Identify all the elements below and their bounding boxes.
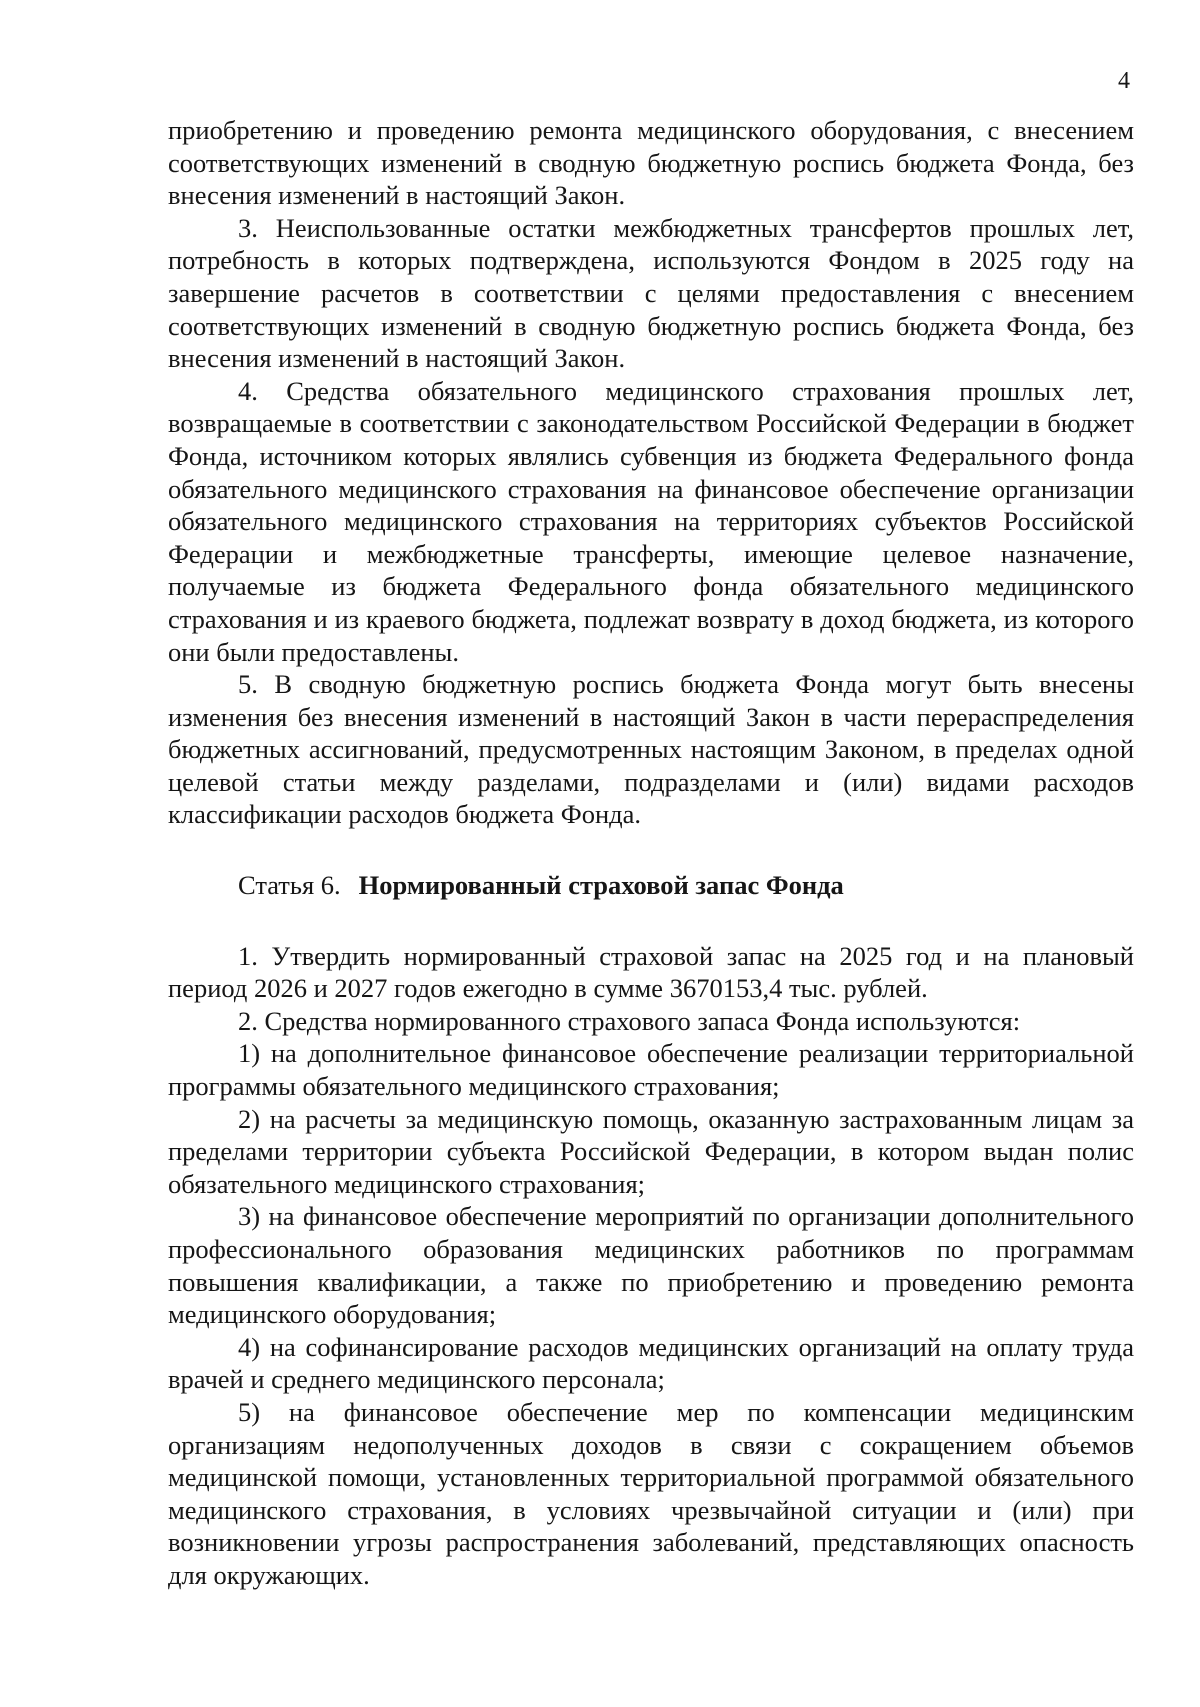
- article-subitem-1: 1) на дополнительное финансовое обеспечение реализации территориальной программы обязательного медицинского страхования;: [168, 1038, 1134, 1102]
- article-subitem-5: 5) на финансовое обеспечение мер по компенсации медицинским организациям недополученных доходов в связи с сокращением объемов медицинской помощи, установленных территориальной программой обязательного медицинского страхования, в условиях чрезвычайной ситуации и (или) при возникновении угрозы распространения заболеваний, представляющих опасность для окружающих.: [168, 1396, 1134, 1590]
- paragraph-item-5: 5. В сводную бюджетную роспись бюджета Фонда могут быть внесены изменения без внесения изменений в настоящий Закон в части перераспределения бюджетных ассигнований, предусмотренных настоящим Законом, в пределах одной целевой статьи между разделами, подразделами и (или) видами расходов классификации расходов бюджета Фонда.: [168, 669, 1134, 830]
- paragraph-item-3: 3. Неиспользованные остатки межбюджетных трансфертов прошлых лет, потребность в которых подтверждена, используются Фондом в 2025 году на завершение расчетов в соответствии с целями предоставления с внесением соответствующих изменений в сводную бюджетную роспись бюджета Фонда, без внесения изменений в настоящий Закон.: [168, 212, 1134, 374]
- paragraph-item-4: 4. Средства обязательного медицинского страхования прошлых лет, возвращаемые в соответствии с законодательством Российской Федерации в бюджет Фонда, источником которых являлись субвенция из бюджета Федерального фонда обязательного медицинского страхования на финансовое обеспечение организации обязательного медицинского страхования на территориях субъектов Российской Федерации и межбюджетные трансферты, имеющие целевое назначение, получаемые из бюджета Федерального фонда обязательного медицинского страхования и из краевого бюджета, подлежат возврату в доход бюджета, из которого они были предоставлены.: [168, 375, 1134, 667]
- article-heading: [168, 869, 1134, 902]
- paragraph-continuation: приобретению и проведению ремонта медицинского оборудования, с внесением соответствующих изменений в сводную бюджетную роспись бюджета Фонда, без внесения изменений в настоящий Закон.: [168, 115, 1134, 211]
- article-title: Нормированный страховой запас Фонда: [358, 870, 844, 901]
- article-number: Статья 6.: [238, 870, 341, 901]
- article-paragraph-1: 1. Утвердить нормированный страховой запас на 2025 год и на плановый период 2026 и 2027 годов ежегодно в сумме 3670153,4 тыс. рублей.: [168, 940, 1134, 1004]
- document-body: [168, 114, 1134, 1592]
- article-subitem-4: 4) на софинансирование расходов медицинских организаций на оплату труда врачей и среднего медицинского персонала;: [168, 1331, 1134, 1395]
- article-paragraph-2: 2. Средства нормированного страхового запаса Фонда используются:: [238, 1005, 1021, 1036]
- page-number: 4: [1118, 68, 1130, 94]
- article-subitem-2: 2) на расчеты за медицинскую помощь, оказанную застрахованным лицам за пределами территории субъекта Российской Федерации, в котором выдан полис обязательного медицинского страхования;: [168, 1103, 1134, 1199]
- article-subitem-3: 3) на финансовое обеспечение мероприятий по организации дополнительного профессионального образования медицинских работников по программам повышения квалификации, а также по приобретению и проведению ремонта медицинского оборудования;: [168, 1201, 1134, 1330]
